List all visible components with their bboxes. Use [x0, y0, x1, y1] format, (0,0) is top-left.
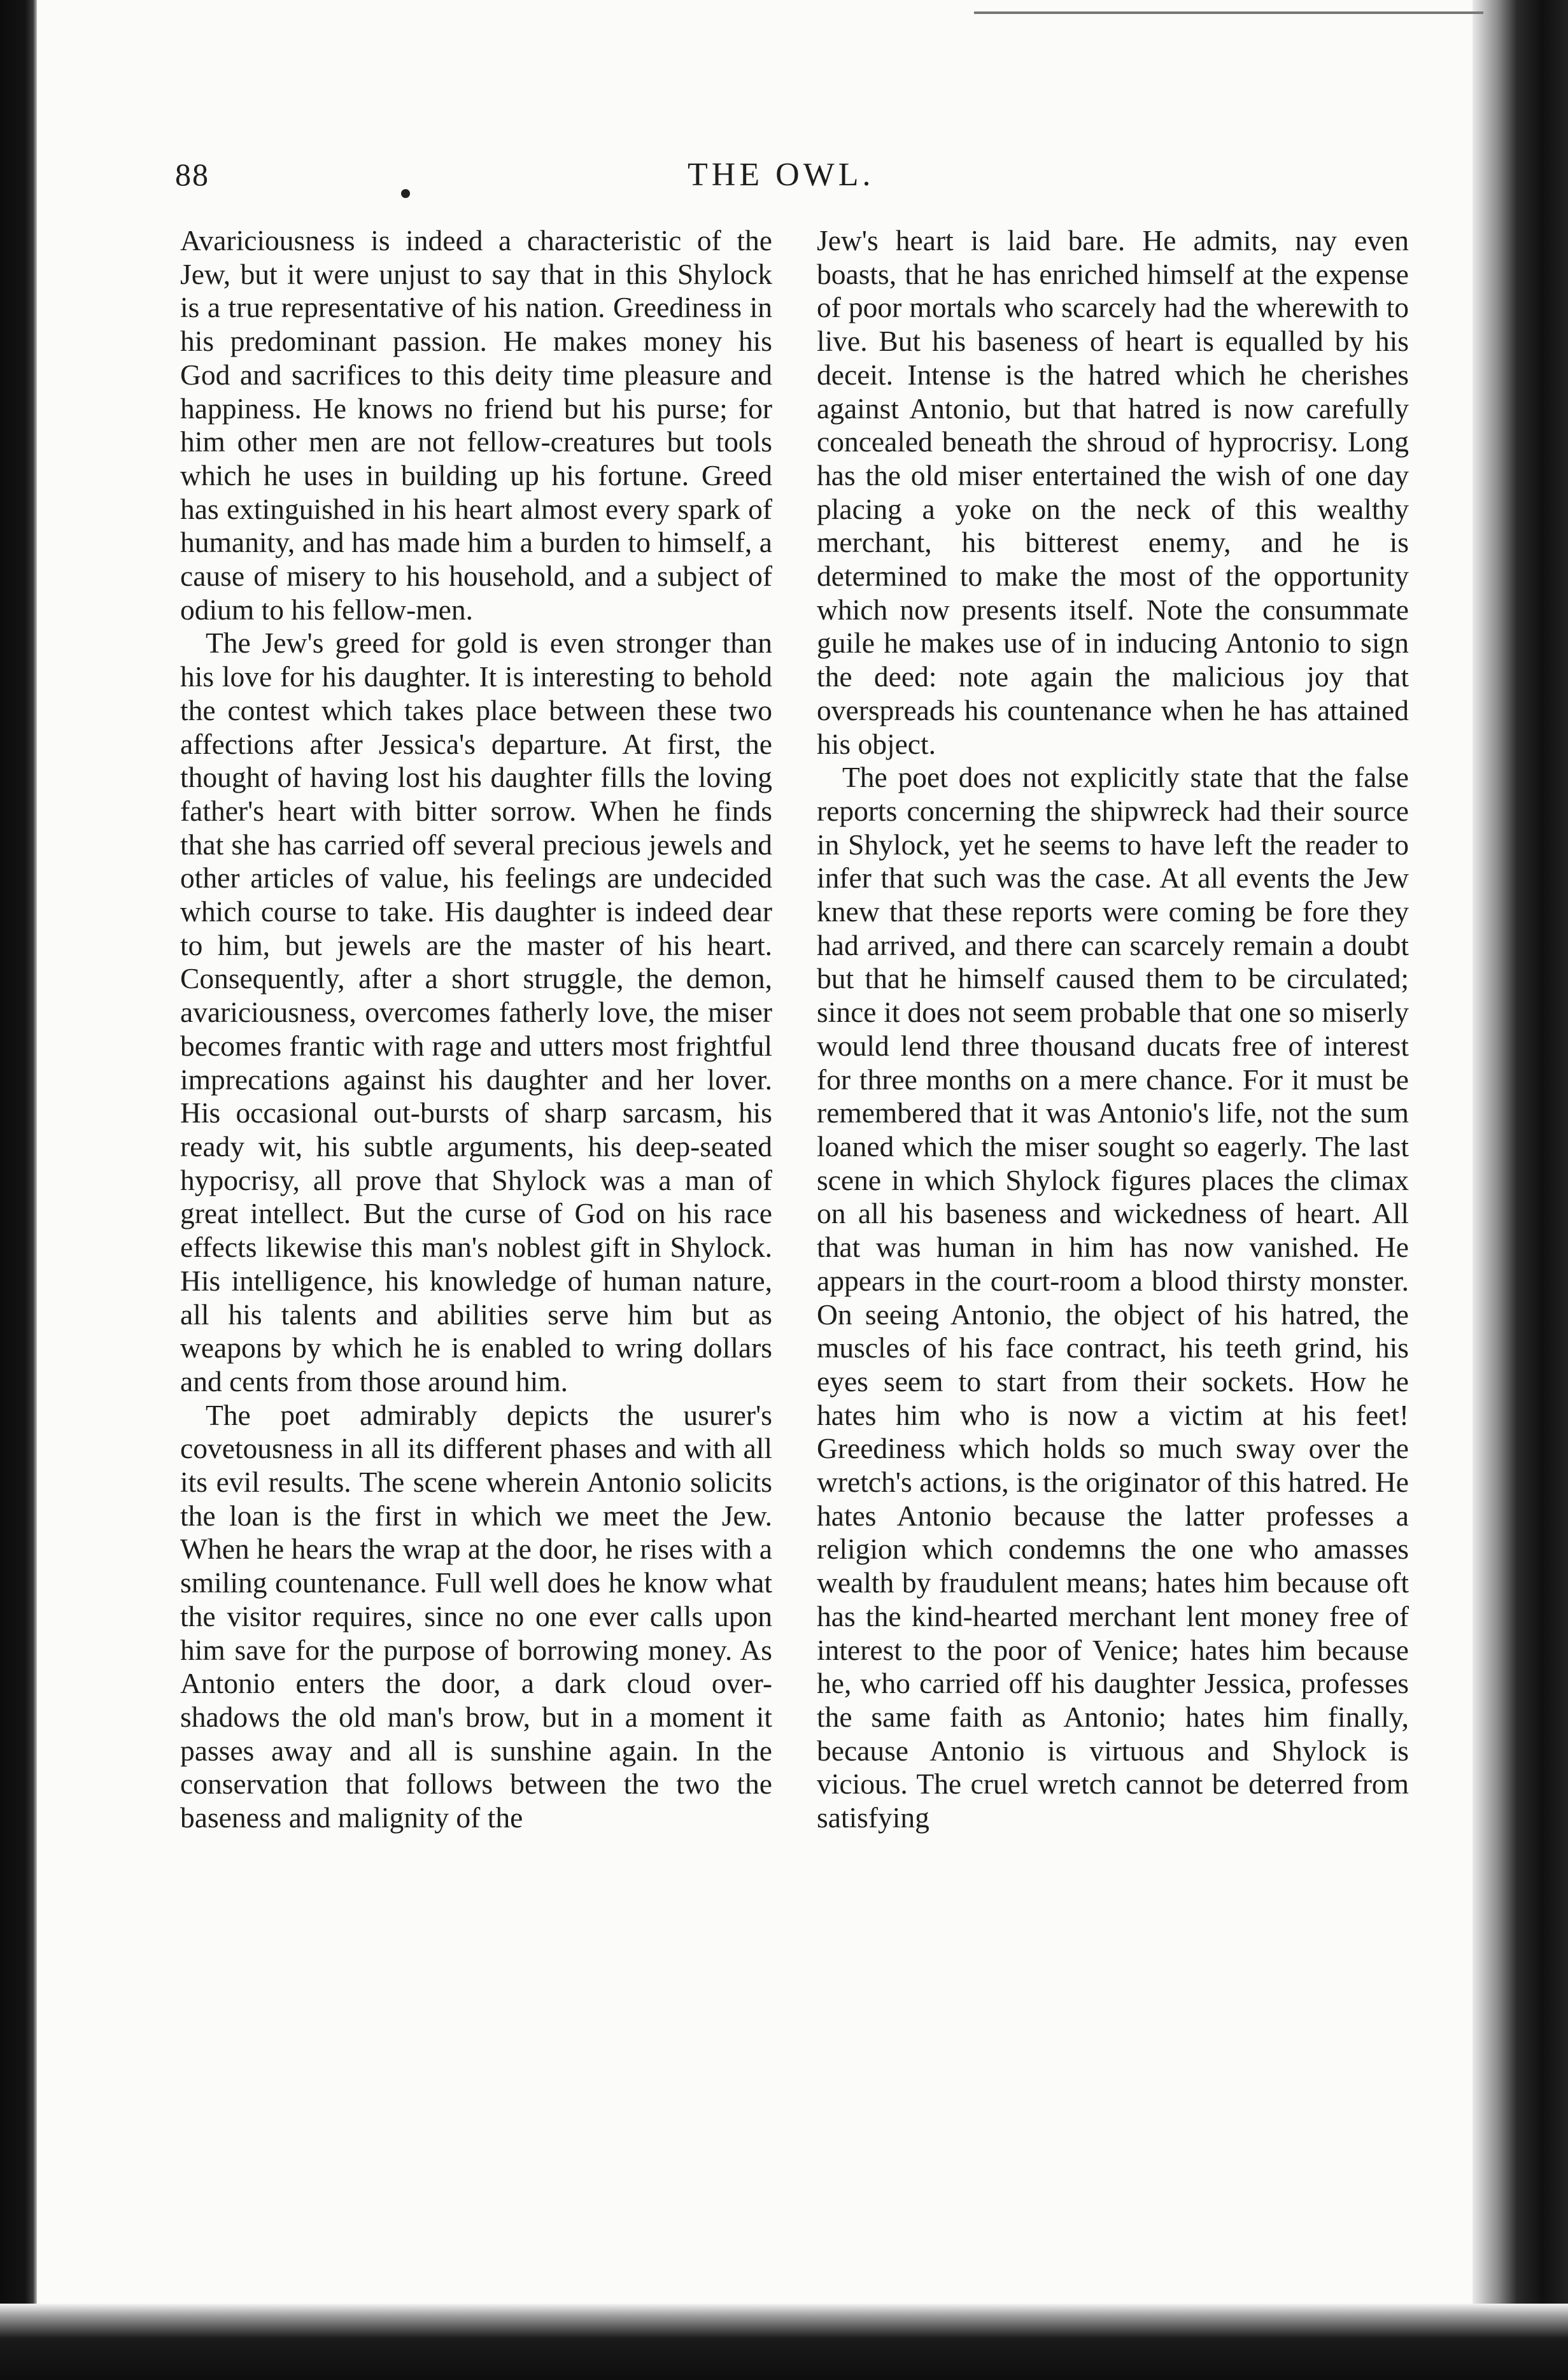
page-header — [0, 156, 1568, 207]
paragraph: The poet admirably depicts the usurer's covetousness in all its different phases and with all its evil results. The scene wherein Antonio solicits the loan is the first in which we meet the Jew. When he hears the wrap at the door, he rises with a smiling countenance. Full well does he know what the visitor requires, since no one ever calls upon him save for the purpose of borrowing money. As Antonio enters the door, a dark cloud over-shadows the old man's brow, but in a moment it passes away and all is sunshine again. In the conservation that follows between the two the baseness and malignity of the — [180, 1398, 772, 1834]
paragraph: The Jew's greed for gold is even stronger than his love for his daughter. It is interesting to behold the contest which takes place between these two affections after Jessica's departure. At first, the thought of having lost his daughter fills the loving father's heart with bitter sorrow. When he finds that she has carried off several precious jewels and other articles of value, his feelings are undecided which course to take. His daughter is indeed dear to him, but jewels are the master of his heart. Consequently, after a short struggle, the demon, avariciousness, overcomes fatherly love, the miser becomes frantic with rage and utters most frightful imprecations against his daughter and her lover. His occasional out-bursts of sharp sarcasm, his ready wit, his subtle arguments, his deep-seated hypocrisy, all prove that Shylock was a man of great intellect. But the curse of God on his race effects likewise this man's noblest gift in Shylock. His intelligence, his knowledge of human nature, all his talents and abilities serve him but as weapons by which he is enabled to wring dollars and cents from those around him. — [180, 627, 772, 1398]
right-column — [817, 224, 1409, 1835]
header-dot — [401, 189, 410, 198]
paragraph: The poet does not explicitly state that the false reports concerning the shipwreck had their source in Shylock, yet he seems to have left the reader to infer that such was the case. At all events the Jew knew that these reports were coming be fore they had arrived, and there can scarcely remain a doubt but that he himself caused them to be circulated; since it does not seem probable that one so miserly would lend three thousand ducats free of interest for three months on a mere chance. For it must be remembered that it was Antonio's life, not the sum loaned which the miser sought so eagerly. The last scene in which Shylock figures places the climax on all his baseness and wickedness of heart. All that was human in him has now vanished. He appears in the court-room a blood thirsty monster. On seeing Antonio, the object of his hatred, the muscles of his face contract, his teeth grind, his eyes seem to start from their sockets. How he hates him who is now a victim at his feet! Greediness which holds so much sway over the wretch's actions, is the originator of this hatred. He hates Antonio because the latter professes a religion which condemns the one who amasses wealth by fraudulent means; hates him because oft has the kind-hearted merchant lent money free of interest to the poor of Venice; hates him because he, who carried off his daughter Jessica, professes the same faith as Antonio; hates him finally, because Antonio is virtuous and Shylock is vicious. The cruel wretch cannot be deterred from satisfying — [817, 761, 1409, 1834]
page-number: 88 — [175, 157, 209, 192]
journal-title: THE OWL. — [688, 157, 875, 193]
paragraph: Jew's heart is laid bare. He admits, nay even boasts, that he has enriched himself at the expense of poor mortals who scarcely had the wherewith to live. But his baseness of heart is equalled by his deceit. Intense is the hatred which he cherishes against Antonio, but that hatred is now carefully concealed beneath the shroud of hyprocrisy. Long has the old miser entertained the wish of one day placing a yoke on the neck of this wealthy merchant, his bitterest enemy, and he is determined to make the most of the opportunity which now presents itself. Note the consummate guile he makes use of in inducing Antonio to sign the deed: note again the malicious joy that overspreads his countenance when he has attained his object. — [817, 224, 1409, 760]
left-column — [180, 224, 772, 1835]
paragraph: Avariciousness is indeed a characteristic of the Jew, but it were unjust to say that in this Shylock is a true representative of his nation. Greediness in his predominant passion. He makes money his God and sacrifices to this deity time pleasure and happiness. He knows no friend but his purse; for him other men are not fellow-creatures but tools which he uses in building up his fortune. Greed has extinguished in his heart almost every spark of humanity, and has made him a burden to himself, a cause of misery to his household, and a subject of odium to his fellow-men. — [180, 224, 772, 626]
scan-edge-left — [0, 0, 37, 2380]
scan-edge-right — [1473, 0, 1568, 2380]
scan-top-rule — [974, 11, 1483, 14]
scan-edge-bottom — [0, 2304, 1568, 2380]
